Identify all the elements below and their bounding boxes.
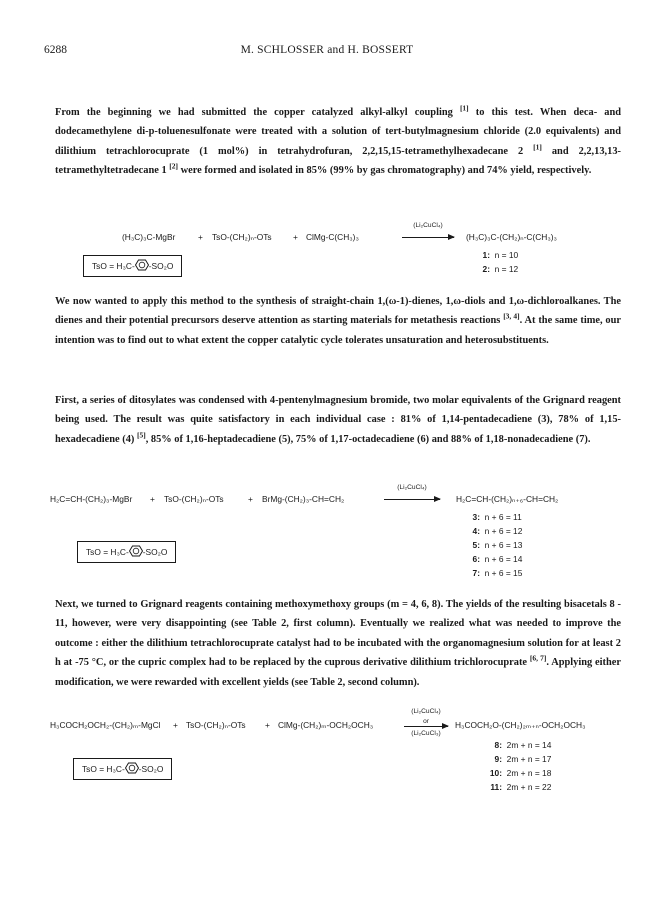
scheme-1-reagent-3: ClMg-C(CH₃)₃	[306, 232, 359, 242]
plus-sign: +	[198, 232, 203, 242]
reaction-scheme-2	[0, 484, 672, 588]
scheme-1-catalyst: (Li₂CuCl₄)	[413, 222, 443, 229]
reference-marker: [6, 7]	[529, 653, 547, 663]
reference-marker: [5]	[136, 430, 146, 440]
scheme-2-product: H₂C=CH-(CH₂)ₙ₊₆-CH=CH₂	[456, 494, 559, 504]
sulfonyl-label: -SO₂O	[138, 764, 164, 774]
condition-row: 4: n + 6 = 12	[472, 526, 523, 536]
paragraph-1-text-c: and 2,2,13,13-tetramethyltetradecane 1	[55, 145, 621, 177]
reference-marker: [1]	[459, 103, 469, 113]
reference-marker: [2]	[169, 161, 178, 171]
paragraph-2-text-a: We now wanted to apply this method to the synthesis of straight-chain 1,(ω-1)-dienes, 1,ω-diols and 1,ω-dichloroalkanes. The dienes and their potential precursors deserve attention as starting materials for metathesis reactions	[55, 296, 621, 327]
paragraph-4-text-a: Next, we turned to Grignard reagents containing methoxymethoxy groups (m = 4, 6, 8). The yields of the resulting bisacetals 8 - 11, however, were very disappointing (see Table 2, first column). Eventually we realized what was needed to improve the outcome : either the dilithium tetrachlorocuprate catalyst had to be incubated with the organomagnesium solution for at least 2 h at -75 °C, or the cupric complex had to be replaced by the cuprous derivative dilithium trichlorocuprate	[55, 599, 621, 669]
scheme-2-reagent-2: TsO-(CH₂)ₙ-OTs	[164, 494, 224, 504]
reaction-arrow	[384, 499, 440, 500]
condition-row: 5: n + 6 = 13	[472, 540, 523, 550]
paragraph-1-text-a: From the beginning we had submitted the copper catalyzed alkyl-alkyl coupling	[55, 107, 453, 118]
paragraph-2	[55, 292, 621, 350]
condition-row: 1: n = 10	[482, 250, 519, 260]
condition-row: 8: 2m + n = 14	[494, 740, 552, 750]
paragraph-3	[55, 391, 621, 449]
tosylate-label: TsO = H₃C-	[92, 261, 135, 271]
condition-row: 11: 2m + n = 22	[490, 782, 552, 792]
reaction-scheme-1	[0, 222, 672, 282]
running-title: M. SCHLOSSER and H. BOSSERT	[240, 44, 414, 56]
scheme-3-product: H₃COCH₂O-(CH₂)₂ₘ₊ₙ-OCH₂OCH₃	[455, 720, 586, 730]
scheme-1-product: (H₃C)₃C-(CH₂)ₙ-C(CH₃)₃	[466, 232, 557, 242]
plus-sign: +	[150, 494, 155, 504]
paragraph-1-text-d: were formed and isolated in 85% (99% by gas chromatography) and 74% yield, respectively.	[178, 165, 592, 177]
benzene-ring-icon	[125, 762, 139, 774]
scheme-3-catalyst-primary: (Li₂CuCl₄)	[411, 708, 441, 715]
page-number: 6288	[44, 44, 67, 56]
tosylate-definition-box	[83, 255, 182, 277]
paragraph-4-text-b: . Applying either modification, we were rewarded with excellent yields (see Table 2, second column).	[55, 657, 621, 688]
condition-row: 3: n + 6 = 11	[472, 512, 522, 522]
paragraph-2-text-b: . At the same time, our intention was to find out to what extent the copper catalytic cycle tolerates unsaturation and heterosubstituents.	[55, 315, 621, 346]
reaction-arrow	[402, 237, 454, 238]
scheme-3-reagent-2: TsO-(CH₂)ₙ-OTs	[186, 720, 246, 730]
condition-row: 9: 2m + n = 17	[494, 754, 552, 764]
scheme-1-reagent-1: (H₃C)₃C-MgBr	[122, 232, 176, 242]
scheme-1-reagent-2: TsO-(CH₂)ₙ-OTs	[212, 232, 272, 242]
scheme-3-reagent-3: ClMg-(CH₂)ₘ-OCH₂OCH₃	[278, 720, 374, 730]
scheme-3-catalyst-or: or	[423, 718, 429, 725]
paragraph-1	[55, 103, 621, 181]
page-header	[44, 44, 610, 62]
sulfonyl-label: -SO₂O	[148, 261, 174, 271]
reference-marker: [3, 4]	[503, 311, 520, 321]
tosylate-definition-box	[77, 541, 176, 563]
reaction-scheme-3	[0, 706, 672, 816]
plus-sign: +	[248, 494, 253, 504]
condition-row: 10: 2m + n = 18	[489, 768, 552, 778]
paragraph-1-text-b: to this test. When deca- and dodecamethylene di-p-toluenesulfonate were treated with a solution of tert-butylmagnesium chloride (2.0 equivalents) and dilithium tetrachlorocuprate (1 mol%) in tetrahydrofuran, 2,2,15,15-tetramethylhexadecane 2	[55, 107, 621, 157]
plus-sign: +	[173, 720, 178, 730]
plus-sign: +	[265, 720, 270, 730]
reaction-arrow	[404, 726, 448, 727]
plus-sign: +	[293, 232, 298, 242]
tosylate-definition-box	[73, 758, 172, 780]
condition-row: 7: n + 6 = 15	[472, 568, 523, 578]
paragraph-3-text-a: First, a series of ditosylates was condensed with 4-pentenylmagnesium bromide, two molar equivalents of the Grignard reagent being used. The result was quite satisfactory in each individual case : 81% of 1,14-pentadecadiene (3), 78% of 1,15-hexadecadiene (4)	[55, 395, 621, 445]
tosylate-label: TsO = H₃C-	[86, 547, 129, 557]
scheme-3-reagent-1: H₃COCH₂OCH₂-(CH₂)ₘ-MgCl	[50, 720, 161, 730]
benzene-ring-icon	[129, 545, 143, 557]
reference-marker: [1]	[533, 142, 542, 152]
scheme-3-catalyst-alternative: (Li₂CuCl₃)	[411, 730, 441, 737]
scheme-2-reagent-3: BrMg-(CH₂)₃-CH=CH₂	[262, 494, 345, 504]
paragraph-3-text-b: , 85% of 1,16-heptadecadiene (5), 75% of 1,17-octadecadiene (6) and 88% of 1,18-nonadecadiene (7).	[145, 433, 591, 445]
benzene-ring-icon	[135, 259, 149, 271]
tosylate-label: TsO = H₃C-	[82, 764, 125, 774]
scheme-2-catalyst: (Li₂CuCl₄)	[397, 484, 427, 491]
paragraph-4	[55, 595, 621, 692]
condition-row: 2: n = 12	[482, 264, 519, 274]
sulfonyl-label: -SO₂O	[142, 547, 168, 557]
condition-row: 6: n + 6 = 14	[472, 554, 523, 564]
scheme-2-reagent-1: H₂C=CH-(CH₂)₃-MgBr	[50, 494, 133, 504]
